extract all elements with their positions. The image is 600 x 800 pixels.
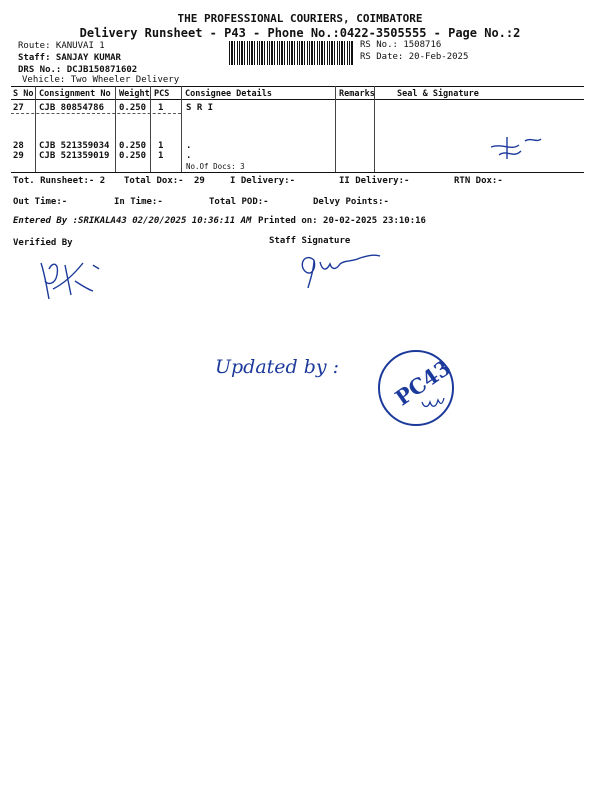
col-remarks-header: Remarks [339, 89, 375, 99]
table-bottom-rule [11, 172, 584, 173]
row-29-consignee: . [186, 151, 192, 161]
row-27-weight: 0.250 [119, 103, 147, 113]
col-divider [181, 86, 182, 172]
staff-signature-label: Staff Signature [269, 236, 351, 246]
col-pcs-header: PCS [154, 89, 170, 99]
drs-number: DRS No.: DCJB150871602 [18, 65, 138, 75]
staff-signature [296, 246, 386, 290]
rs-number: RS No.: 1508716 [360, 40, 442, 50]
row-28-weight: 0.250 [119, 141, 147, 151]
row-27-consignment: CJB 80854786 [39, 103, 105, 113]
col-divider [150, 86, 151, 172]
i-delivery: I Delivery:- [230, 176, 296, 186]
rtn-dox: RTN Dox:- [454, 176, 503, 186]
row-29-weight: 0.250 [119, 151, 147, 161]
col-consignee-header: Consignee Details [185, 89, 272, 99]
row-29-consignment: CJB 521359019 [39, 151, 110, 161]
route-label: Route: KANUVAI 1 [18, 41, 105, 51]
runsheet-title: Delivery Runsheet - P43 - Phone No.:0422-3505555 - Page No.:2 [79, 26, 521, 40]
row-28-consignee: . [186, 141, 192, 151]
row-27-sno: 27 [13, 103, 24, 113]
row-28-pcs: 1 [158, 141, 164, 151]
total-dox-label: Total Dox:- [124, 176, 184, 186]
col-divider [335, 86, 336, 172]
pc43-stamp [378, 350, 454, 426]
row-27-consignee: S R I [186, 103, 214, 113]
staff-label: Staff: SANJAY KUMAR [18, 53, 121, 63]
rs-date: RS Date: 20-Feb-2025 [360, 52, 469, 62]
col-sno-header: S No [13, 89, 34, 99]
total-dox-value: 29 [194, 176, 205, 186]
table-header-rule [11, 99, 584, 100]
row-divider [11, 113, 181, 114]
verified-signature [35, 255, 115, 303]
entered-by: Entered By :SRIKALA43 02/20/2025 10:36:11 AM [13, 216, 252, 226]
ii-delivery: II Delivery:- [339, 176, 410, 186]
row-28-sno: 28 [13, 141, 24, 151]
updated-by-handwritten: Updated by : [215, 356, 340, 378]
stamp-label: PC43 [390, 354, 456, 411]
no-of-docs: No.Of Docs: 3 [186, 162, 245, 171]
col-consignment-header: Consignment No [39, 89, 111, 99]
table-top-rule [11, 86, 584, 87]
seal-signature-scribble [485, 133, 545, 163]
col-divider [115, 86, 116, 172]
stamp-initials [420, 394, 446, 412]
col-weight-header: Weight [119, 89, 150, 99]
verified-by-label: Verified By [13, 238, 73, 248]
row-29-pcs: 1 [158, 151, 164, 161]
col-divider [374, 86, 375, 172]
out-time: Out Time:- [13, 197, 68, 207]
col-divider [35, 86, 36, 172]
barcode-image [229, 41, 353, 65]
company-title: THE PROFESSIONAL COURIERS, COIMBATORE [177, 12, 423, 25]
vehicle-label: Vehicle: Two Wheeler Delivery [22, 75, 180, 85]
in-time: In Time:- [114, 197, 163, 207]
row-28-consignment: CJB 521359034 [39, 141, 110, 151]
delvy-points: Delvy Points:- [313, 197, 389, 207]
col-seal-header: Seal & Signature [397, 89, 479, 99]
row-27-pcs: 1 [158, 103, 164, 113]
tot-runsheet: Tot. Runsheet:- 2 [13, 176, 106, 186]
total-pod: Total POD:- [209, 197, 269, 207]
printed-on: Printed on: 20-02-2025 23:10:16 [258, 216, 426, 226]
row-29-sno: 29 [13, 151, 24, 161]
